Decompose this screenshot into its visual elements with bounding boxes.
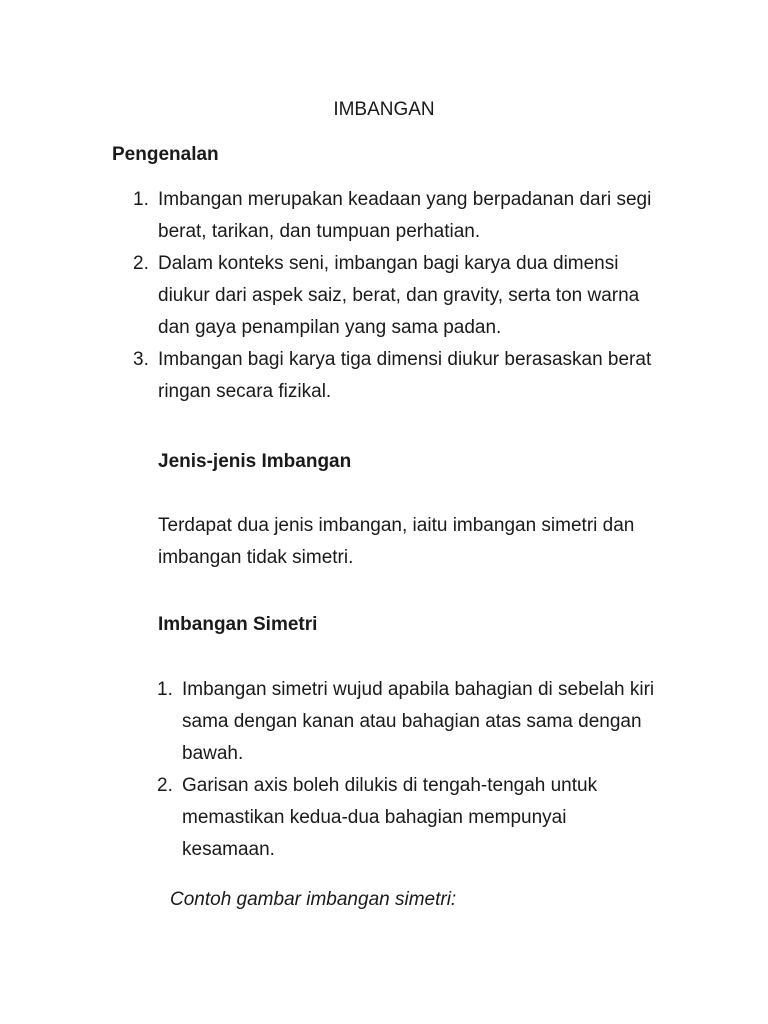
list-item-number: 3.	[133, 349, 149, 370]
list-item-number: 1.	[133, 189, 149, 210]
list-item-number: 2.	[157, 775, 173, 796]
types-paragraph: Terdapat dua jenis imbangan, iaitu imbangan simetri dan imbangan tidak simetri.	[158, 515, 635, 568]
section-heading-types: Jenis-jenis Imbangan	[158, 451, 352, 472]
list-item-text: Imbangan bagi karya tiga dimensi diukur berasaskan berat ringan secara fizikal.	[158, 349, 652, 402]
document-title: IMBANGAN	[333, 99, 435, 120]
intro-list	[133, 184, 653, 408]
list-item	[133, 184, 653, 248]
list-item-text: Garisan axis boleh dilukis di tengah-tengah untuk memastikan kedua-dua bahagian mempunyai kesamaan.	[182, 775, 598, 860]
list-item	[157, 770, 657, 866]
figure-caption: Contoh gambar imbangan simetri:	[170, 889, 457, 910]
section-heading-symmetric: Imbangan Simetri	[158, 614, 318, 635]
list-item	[133, 248, 653, 344]
list-item-number: 2.	[133, 253, 149, 274]
symmetric-list	[157, 674, 657, 866]
list-item	[157, 674, 657, 770]
list-item-number: 1.	[157, 679, 173, 700]
list-item	[133, 344, 653, 408]
list-item-text: Dalam konteks seni, imbangan bagi karya dua dimensi diukur dari aspek saiz, berat, dan gravity, serta ton warna dan gaya penampilan yang sama padan.	[158, 253, 640, 338]
section-heading-intro: Pengenalan	[112, 144, 219, 165]
list-item-text: Imbangan merupakan keadaan yang berpadanan dari segi berat, tarikan, dan tumpuan perhatian.	[158, 189, 652, 242]
list-item-text: Imbangan simetri wujud apabila bahagian di sebelah kiri sama dengan kanan atau bahagian atas sama dengan bawah.	[182, 679, 655, 764]
